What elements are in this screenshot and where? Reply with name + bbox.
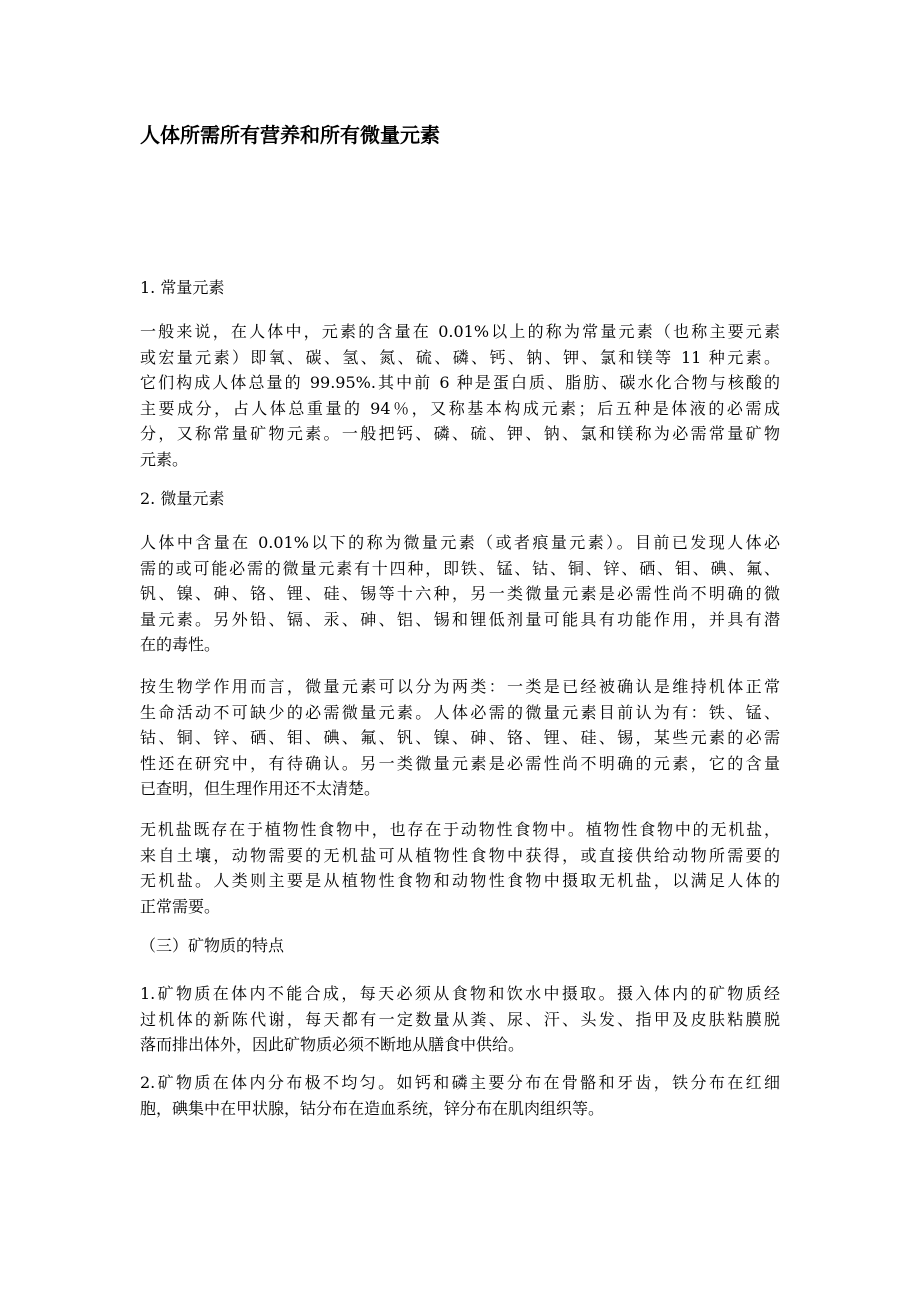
- text-line: 量元素。另外铅、镉、汞、砷、铝、锡和锂低剂量可能具有功能作用，并具有潜: [140, 609, 780, 629]
- text-line: 分，又称常量矿物元素。一般把钙、磷、硫、钾、钠、氯和镁称为必需常量矿物: [140, 424, 780, 443]
- text-line: 或宏量元素）即氧、碳、氢、氮、硫、磷、钙、钠、钾、氯和镁等 11 种元素。: [140, 347, 780, 367]
- paragraph-mineral-point-1: [140, 981, 780, 1058]
- text-line: 落而排出体外，因此矿物质必须不断地从膳食中供给。: [140, 1035, 525, 1054]
- paragraph-mineral-point-2: [140, 1070, 780, 1121]
- text-line: 钴、铜、锌、硒、钼、碘、氟、钒、镍、砷、铬、锂、硅、锡，某些元素的必需: [140, 728, 780, 747]
- text-line: 正常需要。: [140, 896, 221, 916]
- text-line: 按生物学作用而言，微量元素可以分为两类：一类是已经被确认是维持机体正常: [140, 677, 780, 696]
- text-line: 1.矿物质在体内不能合成，每天必须从食物和饮水中摄取。摄入体内的矿物质经: [140, 984, 780, 1003]
- paragraph-trace-elements-classification: [140, 674, 780, 802]
- text-line: 需的或可能必需的微量元素有十四种，即铁、锰、钴、铜、锌、硒、钼、碘、氟、: [140, 558, 780, 578]
- text-line: 钒、镍、砷、铬、锂、硅、锡等十六种，另一类微量元素是必需性尚不明确的微: [140, 584, 780, 603]
- paragraph-trace-elements-definition: [140, 530, 780, 658]
- text-line: 元素。: [140, 449, 189, 469]
- paragraph-inorganic-salts: [140, 817, 780, 919]
- document-title: 人体所需所有营养和所有微量元素: [140, 123, 440, 147]
- text-line: 已查明，但生理作用还不太清楚。: [140, 779, 381, 798]
- text-line: 一般来说，在人体中，元素的含量在 0.01%以上的称为常量元素（也称主要元素: [140, 322, 780, 341]
- text-line: 生命活动不可缺少的必需微量元素。人体必需的微量元素目前认为有：铁、锰、: [140, 702, 780, 722]
- section-heading-macro-elements: 1. 常量元素: [140, 278, 225, 297]
- text-line: 2.矿物质在体内分布极不均匀。如钙和磷主要分布在骨骼和牙齿，铁分布在红细: [140, 1073, 780, 1092]
- section-heading-mineral-characteristics: （三）矿物质的特点: [140, 936, 285, 955]
- text-line: 来自土壤，动物需要的无机盐可从植物性食物中获得，或直接供给动物所需要的: [140, 845, 780, 865]
- text-line: 人体中含量在 0.01%以下的称为微量元素（或者痕量元素）。目前已发现人体必: [140, 533, 780, 552]
- text-line: 无机盐既存在于植物性食物中，也存在于动物性食物中。植物性食物中的无机盐，: [140, 820, 780, 839]
- text-line: 胞，碘集中在甲状腺，钴分布在造血系统，锌分布在肌肉组织等。: [140, 1098, 605, 1118]
- text-line: 性还在研究中，有待确认。另一类微量元素是必需性尚不明确的元素，它的含量: [140, 753, 780, 773]
- section-heading-trace-elements: 2. 微量元素: [140, 489, 225, 508]
- text-line: 无机盐。人类则主要是从植物性食物和动物性食物中摄取无机盐，以满足人体的: [140, 871, 780, 890]
- text-line: 在的毒性。: [140, 635, 221, 654]
- text-line: 过机体的新陈代谢，每天都有一定数量从粪、尿、汗、头发、指甲及皮肤粘膜脱: [140, 1009, 780, 1029]
- text-line: 它们构成人体总量的 99.95%.其中前 6 种是蛋白质、脂肪、碳水化合物与核酸的: [140, 373, 780, 392]
- paragraph-macro-elements: [140, 319, 780, 472]
- text-line: 主要成分，占人体总重量的 94％，又称基本构成元素；后五种是体液的必需成: [140, 398, 780, 418]
